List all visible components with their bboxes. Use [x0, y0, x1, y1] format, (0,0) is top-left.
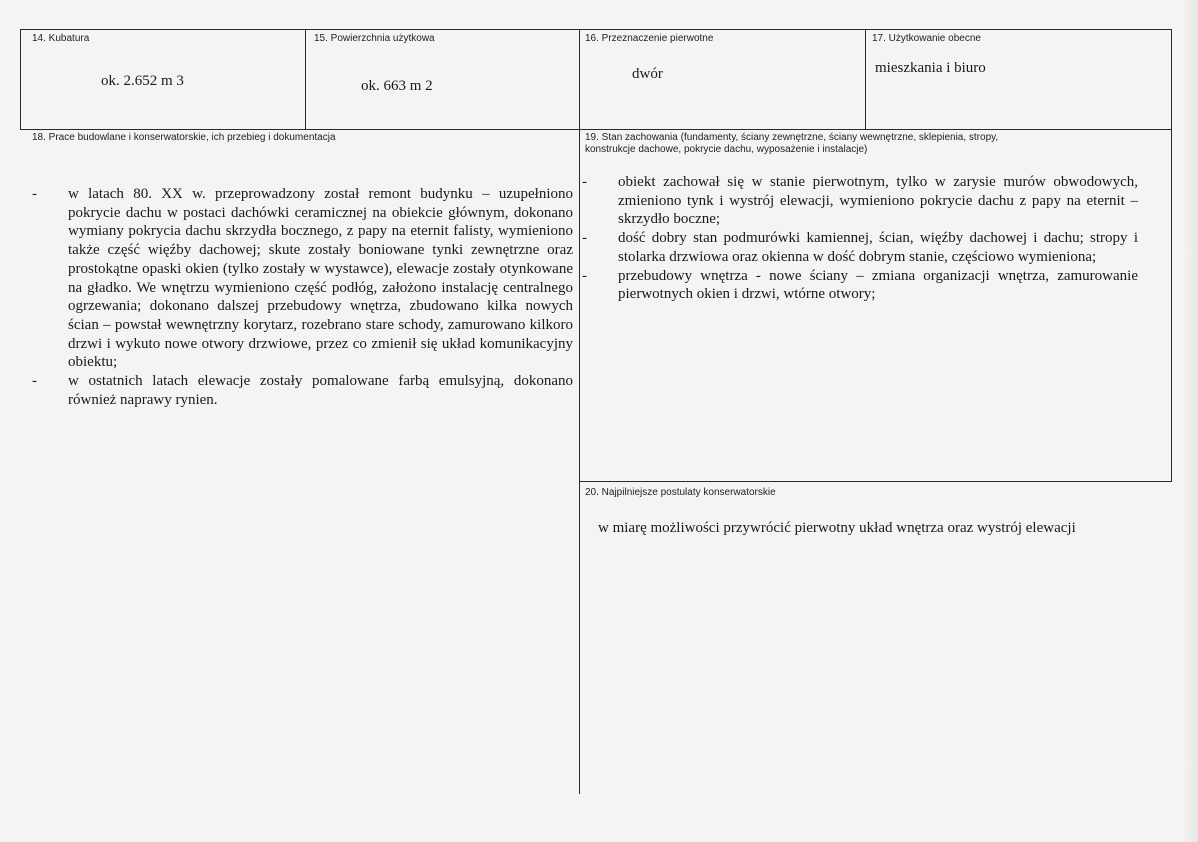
uzytkowanie-label: 17. Użytkowanie obecne — [872, 33, 981, 44]
list-item — [28, 185, 573, 372]
col-divider-main — [579, 29, 580, 794]
section18-label: 18. Prace budowlane i konserwatorskie, ich przebieg i dokumentacja — [32, 132, 336, 143]
list-item-text: dość dobry stan podmurówki kamiennej, ścian, więźby dachowej i dachu; stropy i stolarka drzwiowa oraz okienna w dość dobrym stanie, częściowo wymieniona; — [618, 230, 1138, 265]
bullet-dash: - — [582, 230, 587, 247]
bullet-dash: - — [582, 174, 587, 190]
col-divider-14-15 — [305, 29, 306, 130]
list-item — [28, 372, 573, 409]
section20-top-border — [579, 481, 1172, 482]
przeznaczenie-value: dwór — [632, 66, 663, 82]
kubatura-label: 14. Kubatura — [32, 33, 90, 44]
section19-list — [578, 173, 1138, 304]
page-edge-shadow — [1182, 0, 1198, 842]
list-item — [578, 267, 1138, 304]
col-divider-16-17 — [865, 29, 866, 130]
table-left-border — [20, 29, 21, 130]
list-item — [578, 173, 1138, 229]
section19-label-line1: 19. Stan zachowania (fundamenty, ściany zewnętrzne, ściany wewnętrzne, sklepienia, stropy, — [585, 132, 999, 143]
powierzchnia-label: 15. Powierzchnia użytkowa — [314, 33, 435, 44]
bullet-dash: - — [582, 267, 587, 284]
bullet-dash: - — [32, 373, 37, 390]
section20-label: 20. Najpilniejsze postulaty konserwatorskie — [585, 487, 776, 498]
list-item-text: w ostatnich latach elewacje zostały pomalowane farbą emulsyjną, dokonano również naprawy rynien. — [68, 373, 573, 408]
uzytkowanie-value: mieszkania i biuro — [875, 60, 986, 76]
przeznaczenie-label: 16. Przeznaczenie pierwotne — [585, 33, 714, 44]
list-item — [578, 229, 1138, 266]
powierzchnia-value: ok. 663 m 2 — [361, 78, 433, 94]
list-item-text: obiekt zachował się w stanie pierwotnym, tylko w zarysie murów obwodowych, zmieniono tynk i wystrój elewacji, wymieniono pokrycie dachu z papy na eternit – skrzydło boczne; — [618, 174, 1138, 228]
section19-label-line2: konstrukcje dachowe, pokrycie dachu, wyposażenie i instalacje) — [585, 144, 868, 155]
table-right-border — [1171, 29, 1172, 482]
table-top-border — [20, 29, 1172, 30]
list-item-text: przebudowy wnętrza - nowe ściany – zmiana organizacji wnętrza, zamurowanie pierwotnych okien i drzwi, wtórne otwory; — [618, 267, 1138, 303]
kubatura-value: ok. 2.652 m 3 — [101, 73, 184, 89]
section20-text: w miarę możliwości przywrócić pierwotny układ wnętrza oraz wystrój elewacji — [598, 520, 1076, 536]
table-row-divider — [20, 129, 1172, 130]
section18-list — [28, 185, 573, 409]
bullet-dash: - — [32, 186, 37, 202]
list-item-text: w latach 80. XX w. przeprowadzony został remont budynku – uzupełniono pokrycie dachu w postaci dachówki ceramicznej na obiekcie głównym, dokonano wymiany pokrycia dachu skrzydła bocznego, z papy na eternit falisty, wymieniono także część więźby dachowej; skute zostały boniowane tynki zewnętrzne oraz prostokątne opaski okien (tylko zostały w wystawce), elewacje zostały otynkowane na gładko. We wnętrzu wymieniono część podłóg, założono instalację centralnego ogrzewania; dokonano dalszej przebudowy wnętrza, zbudowano kilka nowych ścian – powstał wewnętrzny korytarz, rozebrano stare schody, zamurowano kilkoro drzwi i wykuto nowe otwory drzwiowe, przez co zmienił się układ komunikacyjny obiektu; — [68, 186, 573, 371]
